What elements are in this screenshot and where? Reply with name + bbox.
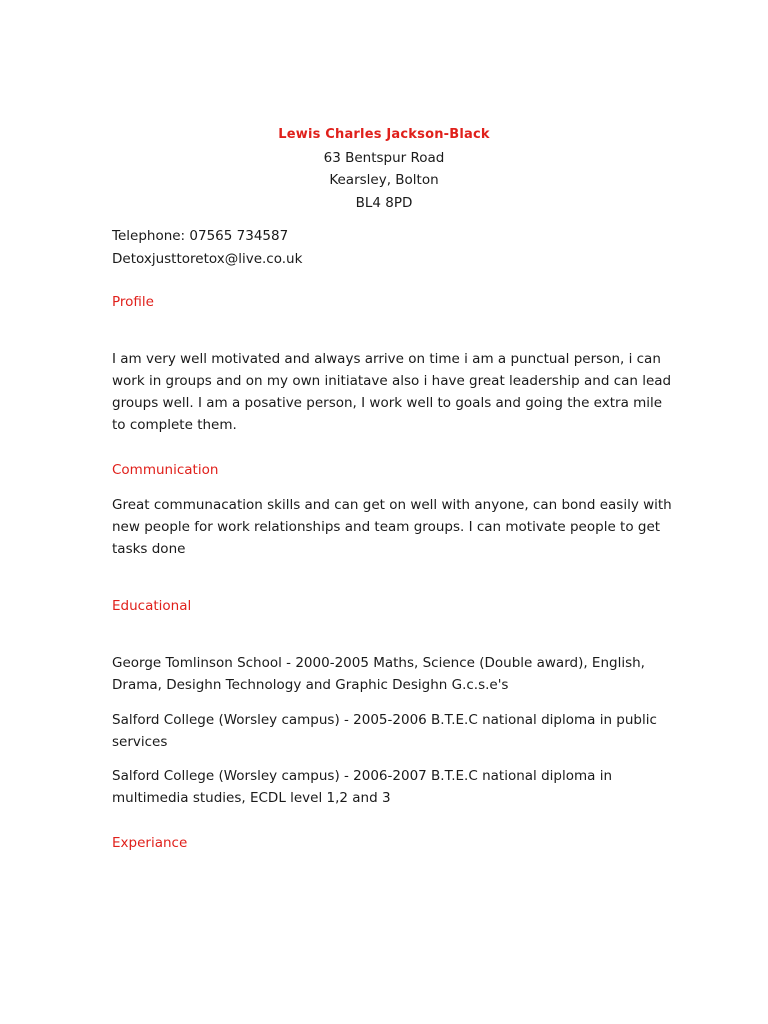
email-address: Detoxjusttoretox@live.co.uk (112, 250, 303, 267)
education-entry: Salford College (Worsley campus) - 2006-2007 B.T.E.C national diploma in multimedia studies, ECDL level 1,2 and 3 (112, 768, 612, 806)
postcode: BL4 8PD (355, 194, 413, 211)
address-line-2: Kearsley, Bolton (329, 172, 439, 188)
applicant-name: Lewis Charles Jackson-Black (278, 127, 490, 142)
education-entry: Salford College (Worsley campus) - 2005-2006 B.T.E.C national diploma in public services (112, 712, 657, 750)
educational-heading: Educational (112, 598, 192, 614)
experiance-heading: Experiance (112, 835, 188, 851)
profile-text: I am very well motivated and always arrive on time i am a punctual person, i can work in groups and on my own initiatave also i have great leadership and can lead groups well. I am a posative person, I work well to goals and going the extra mile to complete them. (112, 351, 672, 433)
profile-heading: Profile (112, 294, 154, 310)
communication-text: Great communacation skills and can get on well with anyone, can bond easily with new people for work relationships and team groups. I can motivate people to get tasks done (112, 497, 672, 557)
telephone: Telephone: 07565 734587 (112, 228, 289, 244)
contact-details (112, 225, 302, 270)
address-line-1: 63 Bentspur Road (323, 149, 445, 166)
education-entry: George Tomlinson School - 2000-2005 Maths, Science (Double award), English, Drama, Desighn Technology and Graphic Desighn G.c.s.e's (112, 655, 645, 693)
cv-header (0, 124, 768, 214)
communication-heading: Communication (112, 462, 219, 478)
